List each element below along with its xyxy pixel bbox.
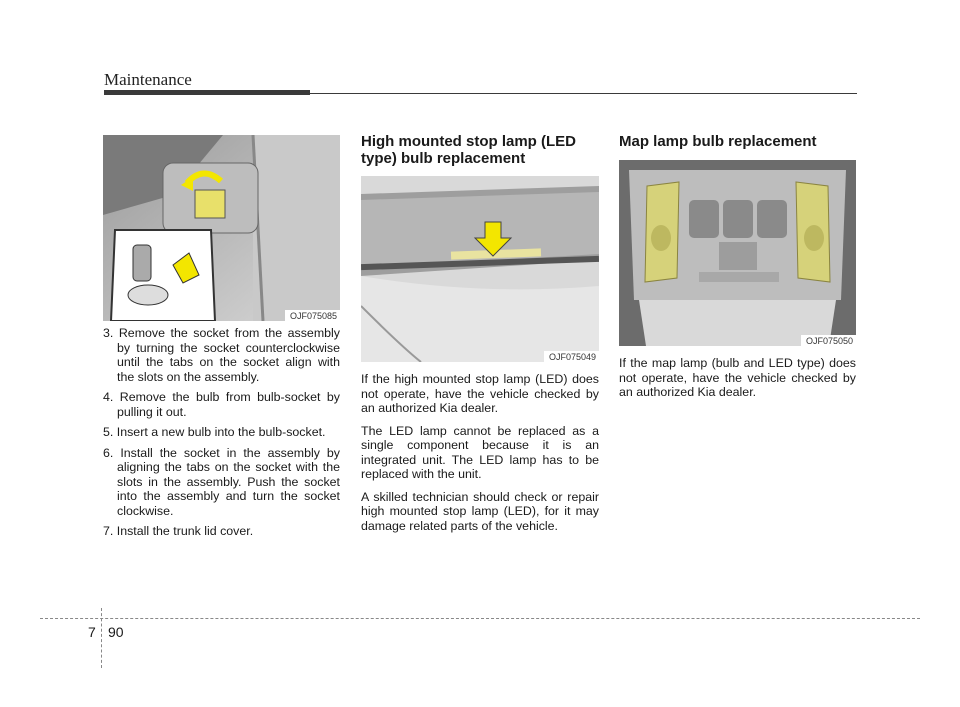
socket-removal-illustration — [103, 135, 340, 321]
map-lamp-heading: Map lamp bulb replacement — [619, 133, 817, 150]
stop-lamp-figure — [361, 176, 599, 362]
paragraph: A skilled technician should check or repair high mounted stop lamp (LED), for it may damage related parts of the vehicle. — [361, 489, 599, 533]
paragraph: If the high mounted stop lamp (LED) does not operate, have the vehicle checked by an authorized Kia dealer. — [361, 372, 599, 415]
figure-code-label: OJF075049 — [544, 351, 599, 362]
socket-steps-list — [103, 326, 340, 545]
footer-divider — [40, 618, 920, 619]
header-rule-thin — [310, 93, 857, 94]
map-lamp-text — [619, 356, 856, 408]
footer-vertical-divider — [101, 608, 102, 668]
stop-lamp-illustration — [361, 176, 599, 362]
paragraph: The LED lamp cannot be replaced as a single component because it is an integrated unit. The LED lamp has to be replaced with the unit. — [361, 423, 599, 481]
figure-code-label: OJF075085 — [285, 310, 340, 321]
socket-removal-figure — [103, 135, 340, 321]
page-number: 90 — [108, 624, 124, 640]
page-header-title: Maintenance — [104, 70, 192, 89]
chapter-number: 7 — [88, 624, 96, 640]
step-item: 3. Remove the socket from the assembly by turning the socket counterclockwise until the tabs on the socket align with the slots on the assembly. — [103, 326, 340, 384]
step-item: 7. Install the trunk lid cover. — [103, 524, 254, 538]
step-item: 6. Install the socket in the assembly by aligning the tabs on the socket with the slots in the assembly. Push the socket into the assembly and turn the socket clockwise. — [103, 445, 340, 518]
map-lamp-figure — [619, 160, 856, 346]
step-item: 4. Remove the bulb from bulb-socket by pulling it out. — [103, 390, 340, 419]
stop-lamp-heading: High mounted stop lamp (LED type) bulb replacement — [361, 133, 576, 167]
step-item: 5. Insert a new bulb into the bulb-socket. — [103, 425, 326, 439]
header-rule-thick — [104, 90, 310, 95]
map-lamp-illustration — [619, 160, 856, 346]
figure-code-label: OJF075050 — [801, 335, 856, 346]
stop-lamp-text — [361, 372, 599, 541]
paragraph: If the map lamp (bulb and LED type) does not operate, have the vehicle checked by an authorized Kia dealer. — [619, 356, 856, 399]
